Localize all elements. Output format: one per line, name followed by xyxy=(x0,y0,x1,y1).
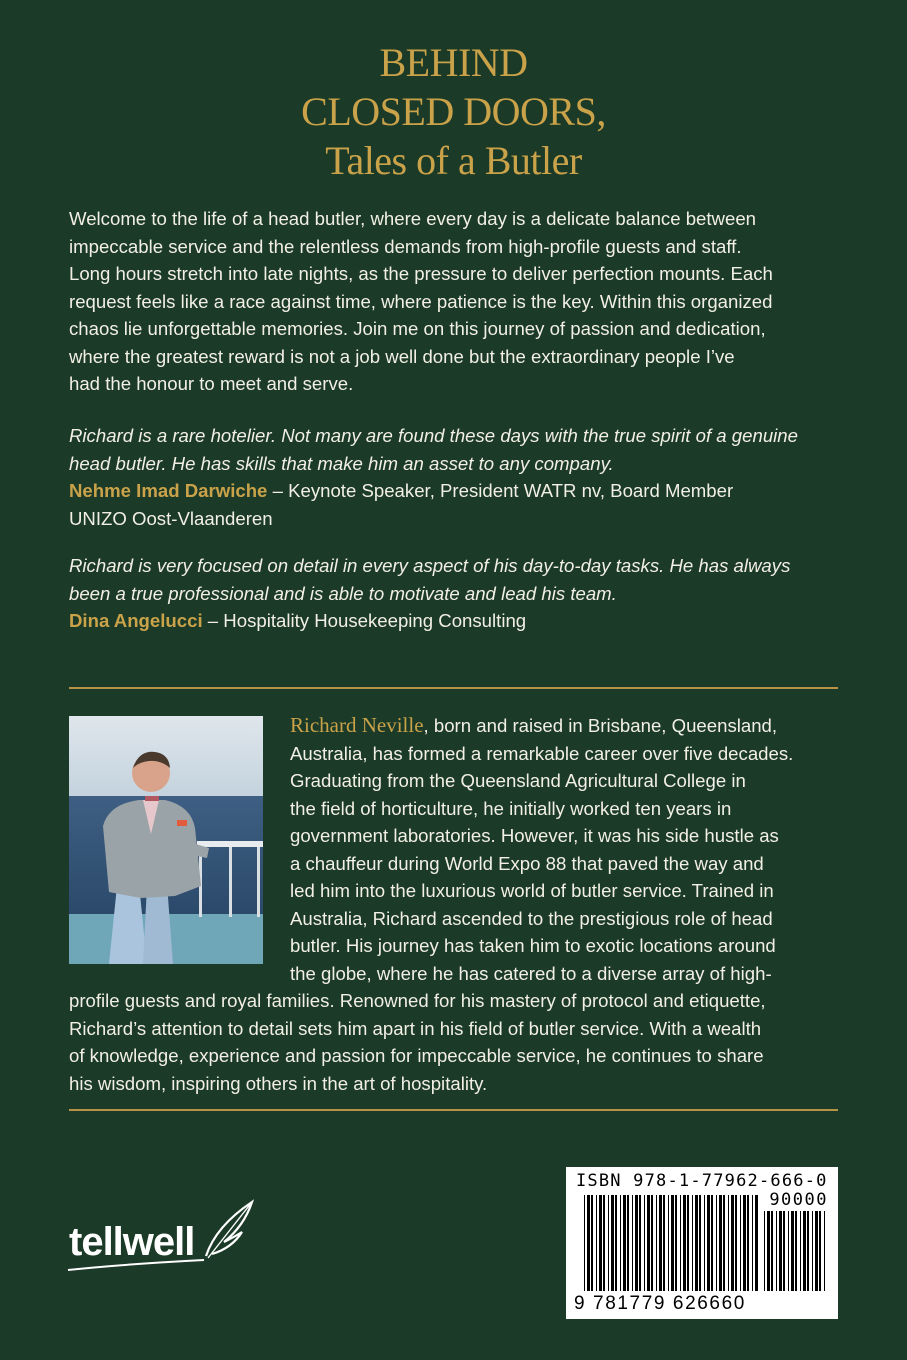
blurb-line: had the honour to meet and serve. xyxy=(69,373,354,394)
bio-line: Australia, Richard ascended to the prestigious role of head xyxy=(290,907,773,929)
testimonial-role-continued: UNIZO Oost-Vlaanderen xyxy=(69,507,273,529)
blurb-line: impeccable service and the relentless demands from high-profile guests and staff. xyxy=(69,235,742,257)
testimonial-1 xyxy=(69,422,841,532)
bio-first-line xyxy=(290,712,840,740)
testimonial-quote: Richard is very focused on detail in every aspect of his day-to-day tasks. He has always xyxy=(69,555,791,576)
blurb-line: chaos lie unforgettable memories. Join me on this journey of passion and dedication, xyxy=(69,318,766,339)
testimonial-attribution xyxy=(69,477,841,505)
bio-line: Graduating from the Queensland Agricultural College in xyxy=(290,770,746,791)
blurb-line: Long hours stretch into late nights, as the pressure to deliver perfection mounts. Each xyxy=(69,263,773,284)
testimonial-2 xyxy=(69,552,841,635)
testimonial-quote: Richard is a rare hotelier. Not many are found these days with the true spirit of a genuine xyxy=(69,425,798,446)
blurb-line: request feels like a race against time, where patience is the key. Within this organized xyxy=(69,290,773,312)
book-blurb xyxy=(69,205,841,398)
isbn-barcode xyxy=(566,1167,838,1319)
divider-top xyxy=(69,687,838,689)
testimonial-role: – Hospitality Housekeeping Consulting xyxy=(202,610,527,631)
author-photo xyxy=(69,716,263,964)
bio-line: butler. His journey has taken him to exotic locations around xyxy=(290,935,776,956)
publisher-logo xyxy=(66,1196,266,1276)
title-line-1: BEHIND xyxy=(379,40,528,85)
bio-line: government laboratories. However, it was his side hustle as xyxy=(290,825,779,846)
bio-line: profile guests and royal families. Renowned for his mastery of protocol and etiquette, xyxy=(69,990,766,1011)
ean-digits: 9 781779 626660 xyxy=(574,1293,746,1314)
bio-line: Australia, has formed a remarkable career over five decades. xyxy=(290,742,794,764)
blurb-line: Welcome to the life of a head butler, where every day is a delicate balance between xyxy=(69,208,757,229)
price-code: 90000 xyxy=(769,1190,828,1210)
testimonial-author: Dina Angelucci xyxy=(69,610,203,631)
blurb-line: where the greatest reward is not a job well done but the extraordinary people I’ve xyxy=(69,345,735,367)
author-bio-full-width xyxy=(69,987,841,1097)
testimonial-quote: head butler. He has skills that make him an asset to any company. xyxy=(69,452,614,474)
author-bio-wrapped xyxy=(290,712,840,987)
bio-line: Richard’s attention to detail sets him apart in his field of butler service. With a wealth xyxy=(69,1017,762,1039)
bio-line: the field of horticulture, he initially worked ten years in xyxy=(290,797,732,819)
bio-line: his wisdom, inspiring others in the art of hospitality. xyxy=(69,1072,488,1094)
isbn-label: ISBN 978-1-77962-666-0 xyxy=(576,1171,828,1191)
book-title xyxy=(0,38,907,185)
title-line-3: Tales of a Butler xyxy=(325,138,582,183)
title-line-2: CLOSED DOORS, xyxy=(301,89,606,134)
author-name: Richard Neville xyxy=(290,713,424,737)
publisher-name: tellwell xyxy=(69,1220,195,1264)
bio-text: , born and raised in Brisbane, Queensland, xyxy=(423,715,778,736)
testimonial-quote: been a true professional and is able to motivate and lead his team. xyxy=(69,582,617,604)
bio-line: the globe, where he has catered to a diverse array of high- xyxy=(290,962,772,984)
bio-line: of knowledge, experience and passion for impeccable service, he continues to share xyxy=(69,1045,764,1066)
divider-bottom xyxy=(69,1109,838,1111)
bio-line: a chauffeur during World Expo 88 that paved the way and xyxy=(290,852,764,874)
testimonial-author: Nehme Imad Darwiche xyxy=(69,480,268,501)
testimonial-attribution xyxy=(69,607,841,635)
bio-line: led him into the luxurious world of butler service. Trained in xyxy=(290,880,774,901)
testimonial-role: – Keynote Speaker, President WATR nv, Board Member xyxy=(267,480,734,501)
